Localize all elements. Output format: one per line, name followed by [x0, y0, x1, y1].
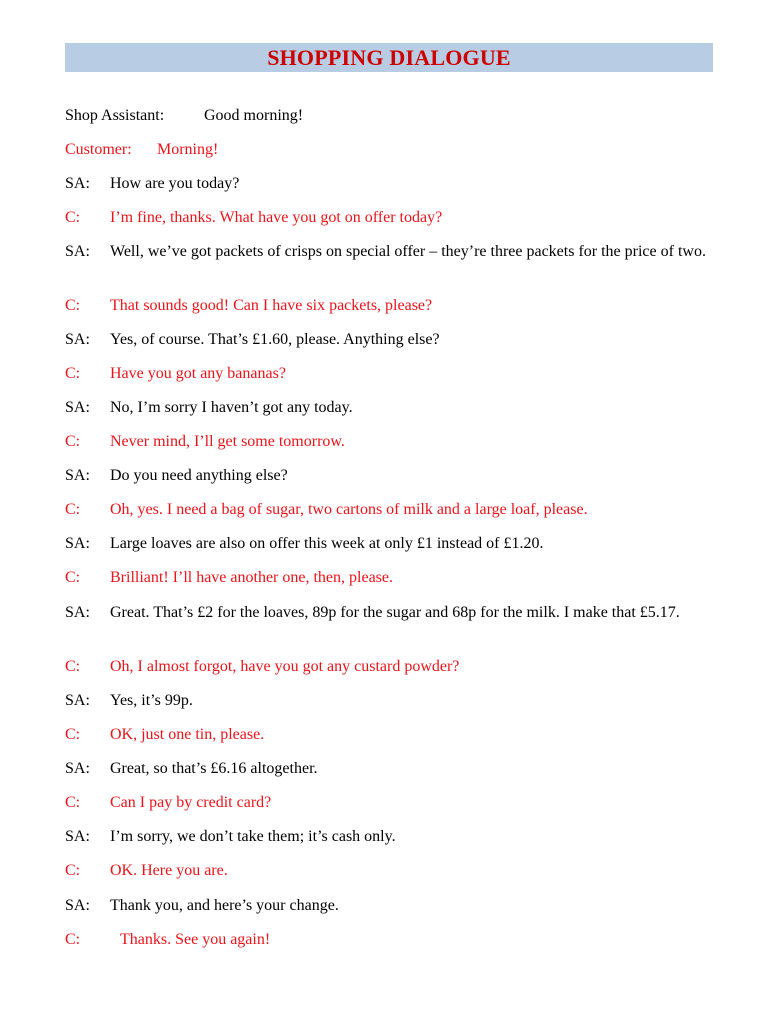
dialogue-text: Well, we’ve got packets of crisps on special offer – they’re three packets for the price of two. [110, 243, 706, 260]
speaker-label: SA: [65, 467, 90, 484]
speaker-label: SA: [65, 535, 90, 552]
dialogue-line [65, 930, 725, 949]
speaker-label: SA: [65, 604, 90, 621]
speaker-label: C: [65, 365, 81, 382]
speaker-label: C: [65, 297, 81, 314]
dialogue-text: Yes, of course. That’s £1.60, please. Anything else? [110, 331, 440, 348]
dialogue-line [65, 603, 725, 622]
speaker-label: C: [65, 726, 81, 743]
dialogue-text: I’m fine, thanks. What have you got on offer today? [110, 209, 443, 226]
dialogue-line [65, 242, 725, 261]
page-title: SHOPPING DIALOGUE [267, 45, 511, 70]
dialogue-line [65, 140, 725, 159]
speaker-label: SA: [65, 243, 90, 260]
speaker-label: SA: [65, 399, 90, 416]
speaker-label: SA: [65, 897, 90, 914]
dialogue-line [65, 861, 725, 880]
speaker-label: C: [65, 931, 81, 948]
dialogue-text: Yes, it’s 99p. [110, 692, 193, 709]
dialogue-text: I’m sorry, we don’t take them; it’s cash only. [110, 828, 396, 845]
dialogue-text: Morning! [157, 141, 219, 158]
speaker-label: C: [65, 433, 81, 450]
speaker-label: C: [65, 794, 81, 811]
dialogue-text: No, I’m sorry I haven’t got any today. [110, 399, 353, 416]
dialogue-line [65, 793, 725, 812]
dialogue-text: Great. That’s £2 for the loaves, 89p for the sugar and 68p for the milk. I make that £5.17. [110, 604, 680, 621]
speaker-label: C: [65, 862, 81, 879]
speaker-label: SA: [65, 828, 90, 845]
dialogue-line [65, 364, 725, 383]
dialogue-line [65, 432, 725, 451]
dialogue-text: That sounds good! Can I have six packets, please? [110, 297, 433, 314]
dialogue-text: Brilliant! I’ll have another one, then, please. [110, 569, 394, 586]
speaker-label: SA: [65, 760, 90, 777]
dialogue-line [65, 896, 725, 915]
speaker-label: C: [65, 209, 81, 226]
title-band [65, 43, 713, 72]
speaker-label: Shop Assistant: [65, 107, 165, 124]
dialogue-line [65, 330, 725, 349]
dialogue-line [65, 827, 725, 846]
speaker-label: Customer: [65, 141, 132, 158]
dialogue-text: Great, so that’s £6.16 altogether. [110, 760, 318, 777]
speaker-label: SA: [65, 692, 90, 709]
speaker-label: SA: [65, 331, 90, 348]
dialogue-text: Can I pay by credit card? [110, 794, 272, 811]
dialogue-line [65, 174, 725, 193]
dialogue-line [65, 691, 725, 710]
dialogue-text: Thanks. See you again! [120, 931, 271, 948]
dialogue-text: OK, just one tin, please. [110, 726, 265, 743]
dialogue-line [65, 500, 725, 519]
dialogue-line [65, 759, 725, 778]
dialogue-text: OK. Here you are. [110, 862, 228, 879]
dialogue-line [65, 398, 725, 417]
dialogue-text: Do you need anything else? [110, 467, 288, 484]
speaker-label: C: [65, 658, 81, 675]
dialogue-line [65, 466, 725, 485]
dialogue-text: Oh, I almost forgot, have you got any custard powder? [110, 658, 460, 675]
speaker-label: C: [65, 569, 81, 586]
dialogue-text: Large loaves are also on offer this week at only £1 instead of £1.20. [110, 535, 544, 552]
dialogue-text: Never mind, I’ll get some tomorrow. [110, 433, 345, 450]
dialogue-line [65, 106, 725, 125]
dialogue-text: Thank you, and here’s your change. [110, 897, 339, 914]
dialogue-line [65, 296, 725, 315]
speaker-label: SA: [65, 175, 90, 192]
dialogue-line [65, 568, 725, 587]
speaker-label: C: [65, 501, 81, 518]
dialogue-line [65, 657, 725, 676]
dialogue-line [65, 725, 725, 744]
dialogue-text: How are you today? [110, 175, 240, 192]
dialogue-line [65, 208, 725, 227]
dialogue-line [65, 534, 725, 553]
dialogue-text: Have you got any bananas? [110, 365, 286, 382]
dialogue-text: Good morning! [204, 107, 304, 124]
dialogue-text: Oh, yes. I need a bag of sugar, two cartons of milk and a large loaf, please. [110, 501, 588, 518]
